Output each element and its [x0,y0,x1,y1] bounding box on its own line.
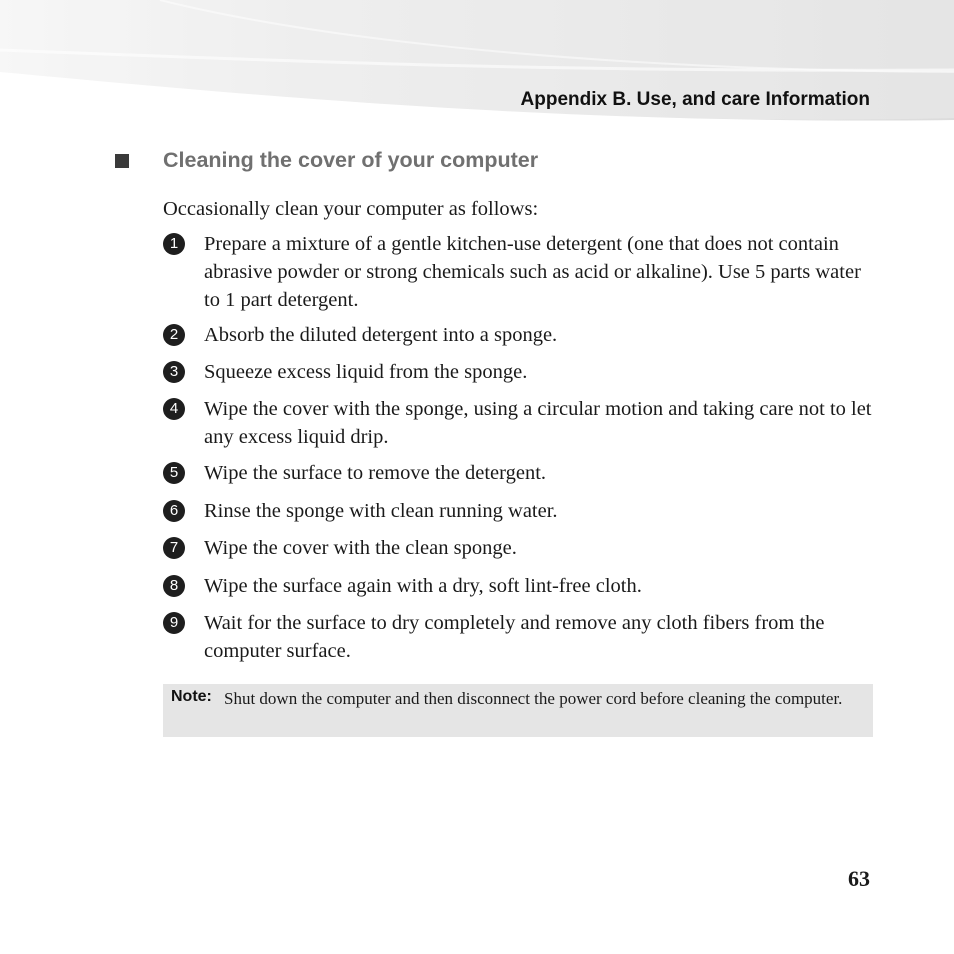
step-number-badge: 8 [163,575,185,597]
step-text: Wipe the cover with the clean sponge. [204,537,517,559]
step-text: Wait for the surface to dry completely and remove any cloth fibers from the computer surface. [204,612,825,662]
step-text: Wipe the surface to remove the detergent. [204,462,547,484]
step-text: Prepare a mixture of a gentle kitchen-use detergent (one that does not contain abrasive powder or strong chemicals such as acid or alkaline). Use 5 parts water to 1 part detergent. [204,233,861,311]
section-heading: Cleaning the cover of your computer [163,148,539,172]
step-number-badge: 4 [163,398,185,420]
step-text: Wipe the surface again with a dry, soft lint-free cloth. [204,575,642,597]
step-number-badge: 3 [163,361,185,383]
step-number-badge: 9 [163,612,185,634]
step-number-badge: 5 [163,462,185,484]
step-text: Squeeze excess liquid from the sponge. [204,361,528,383]
note-text: Shut down the computer and then disconnect the power cord before cleaning the computer. [224,689,843,708]
step-text: Absorb the diluted detergent into a sponge. [204,324,558,346]
step-number-badge: 1 [163,233,185,255]
intro-text: Occasionally clean your computer as follows: [163,198,539,220]
step-number-badge: 2 [163,324,185,346]
running-header-title: Appendix B. Use, and care Information [520,89,870,110]
step-number-badge: 6 [163,500,185,522]
note-box [163,684,873,737]
page-number: 63 [848,866,870,891]
note-label: Note: [171,688,212,705]
square-bullet-icon [115,154,129,168]
step-text: Rinse the sponge with clean running water. [204,500,558,522]
step-number-badge: 7 [163,537,185,559]
header-decorative-band [0,0,954,135]
step-text: Wipe the cover with the sponge, using a circular motion and taking care not to let any excess liquid drip. [204,398,872,448]
